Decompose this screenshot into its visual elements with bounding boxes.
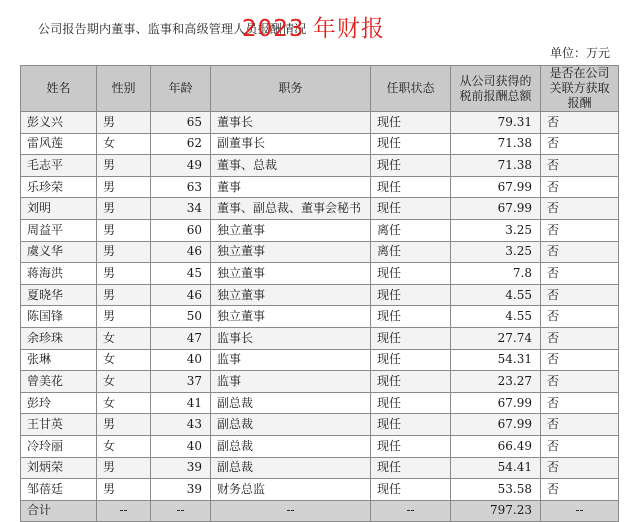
cell-status: 现任 — [371, 435, 451, 457]
unit-label: 单位：万元 — [549, 46, 610, 60]
cell-position: 财务总监 — [211, 479, 371, 501]
cell-gender: 女 — [97, 349, 151, 371]
cell-pay: 67.99 — [451, 392, 541, 414]
cell-gender: 女 — [97, 371, 151, 393]
cell-status: 离任 — [371, 241, 451, 263]
cell-pay: 7.8 — [451, 263, 541, 285]
table-row — [21, 284, 619, 306]
cell-age: 40 — [151, 435, 211, 457]
cell-name: 雷风莲 — [21, 133, 97, 155]
cell-status: 现任 — [371, 306, 451, 328]
table-row — [21, 392, 619, 414]
cell-name: 周益平 — [21, 219, 97, 241]
cell-related: 否 — [541, 284, 619, 306]
cell-name: 彭玲 — [21, 392, 97, 414]
cell-pay: 71.38 — [451, 155, 541, 177]
cell-name: 蒋海洪 — [21, 263, 97, 285]
cell-related: 否 — [541, 133, 619, 155]
table-row — [21, 349, 619, 371]
header-age: 年龄 — [151, 66, 211, 112]
cell-status: 现任 — [371, 155, 451, 177]
cell-age: 46 — [151, 284, 211, 306]
cell-gender: 男 — [97, 284, 151, 306]
header-status: 任职状态 — [371, 66, 451, 112]
table-row — [21, 479, 619, 501]
cell-position: 监事 — [211, 371, 371, 393]
cell-pay: 67.99 — [451, 176, 541, 198]
table-row — [21, 435, 619, 457]
cell-pay: 54.41 — [451, 457, 541, 479]
total-pay: 797.23 — [451, 500, 541, 522]
cell-age: 63 — [151, 176, 211, 198]
table-row — [21, 306, 619, 328]
cell-gender: 女 — [97, 133, 151, 155]
table-row — [21, 263, 619, 285]
cell-pay: 3.25 — [451, 241, 541, 263]
cell-status: 现任 — [371, 327, 451, 349]
cell-position: 副董事长 — [211, 133, 371, 155]
page-heading: 公司报告期内董事、监事和高级管理人员报酬情况 — [38, 22, 307, 36]
cell-related: 否 — [541, 457, 619, 479]
cell-pay: 4.55 — [451, 284, 541, 306]
cell-gender: 女 — [97, 327, 151, 349]
header-position: 职务 — [211, 66, 371, 112]
table-row — [21, 155, 619, 177]
cell-name: 冷玲丽 — [21, 435, 97, 457]
cell-related: 否 — [541, 435, 619, 457]
cell-status: 现任 — [371, 349, 451, 371]
compensation-table — [20, 65, 619, 522]
cell-pay: 3.25 — [451, 219, 541, 241]
cell-age: 41 — [151, 392, 211, 414]
table-row — [21, 457, 619, 479]
cell-pay: 27.74 — [451, 327, 541, 349]
cell-gender: 男 — [97, 306, 151, 328]
cell-status: 现任 — [371, 392, 451, 414]
header-name: 姓名 — [21, 66, 97, 112]
table-row — [21, 327, 619, 349]
cell-age: 46 — [151, 241, 211, 263]
total-position: -- — [211, 500, 371, 522]
cell-position: 独立董事 — [211, 284, 371, 306]
cell-related: 否 — [541, 371, 619, 393]
header-pay: 从公司获得的税前报酬总额 — [451, 66, 541, 112]
table-row — [21, 176, 619, 198]
cell-age: 65 — [151, 112, 211, 134]
cell-position: 董事、总裁 — [211, 155, 371, 177]
cell-status: 现任 — [371, 198, 451, 220]
cell-age: 49 — [151, 155, 211, 177]
total-label: 合计 — [21, 500, 97, 522]
cell-status: 现任 — [371, 284, 451, 306]
total-status: -- — [371, 500, 451, 522]
cell-related: 否 — [541, 112, 619, 134]
cell-pay: 66.49 — [451, 435, 541, 457]
cell-gender: 女 — [97, 435, 151, 457]
cell-related: 否 — [541, 263, 619, 285]
cell-related: 否 — [541, 176, 619, 198]
cell-age: 39 — [151, 479, 211, 501]
total-age: -- — [151, 500, 211, 522]
cell-related: 否 — [541, 392, 619, 414]
table-row — [21, 198, 619, 220]
cell-gender: 男 — [97, 155, 151, 177]
cell-position: 监事长 — [211, 327, 371, 349]
cell-position: 副总裁 — [211, 414, 371, 436]
cell-pay: 4.55 — [451, 306, 541, 328]
cell-position: 董事、副总裁、董事会秘书 — [211, 198, 371, 220]
total-related: -- — [541, 500, 619, 522]
cell-gender: 男 — [97, 198, 151, 220]
cell-age: 47 — [151, 327, 211, 349]
cell-name: 刘炳荣 — [21, 457, 97, 479]
cell-age: 40 — [151, 349, 211, 371]
cell-position: 董事长 — [211, 112, 371, 134]
cell-position: 独立董事 — [211, 219, 371, 241]
cell-name: 虞义华 — [21, 241, 97, 263]
cell-status: 现任 — [371, 457, 451, 479]
cell-status: 现任 — [371, 414, 451, 436]
cell-name: 王甘英 — [21, 414, 97, 436]
cell-related: 否 — [541, 241, 619, 263]
cell-name: 乐珍荣 — [21, 176, 97, 198]
cell-pay: 67.99 — [451, 198, 541, 220]
cell-status: 离任 — [371, 219, 451, 241]
cell-status: 现任 — [371, 112, 451, 134]
cell-pay: 71.38 — [451, 133, 541, 155]
cell-name: 刘明 — [21, 198, 97, 220]
cell-name: 曾美花 — [21, 371, 97, 393]
cell-position: 副总裁 — [211, 457, 371, 479]
cell-related: 否 — [541, 479, 619, 501]
cell-position: 独立董事 — [211, 263, 371, 285]
cell-related: 否 — [541, 155, 619, 177]
cell-gender: 男 — [97, 219, 151, 241]
cell-position: 副总裁 — [211, 392, 371, 414]
header-related: 是否在公司关联方获取报酬 — [541, 66, 619, 112]
cell-age: 34 — [151, 198, 211, 220]
table-header-row — [21, 66, 619, 112]
cell-age: 43 — [151, 414, 211, 436]
cell-gender: 男 — [97, 176, 151, 198]
cell-related: 否 — [541, 219, 619, 241]
cell-related: 否 — [541, 327, 619, 349]
cell-position: 独立董事 — [211, 241, 371, 263]
cell-gender: 男 — [97, 263, 151, 285]
cell-name: 彭义兴 — [21, 112, 97, 134]
cell-gender: 男 — [97, 112, 151, 134]
cell-related: 否 — [541, 414, 619, 436]
total-gender: -- — [97, 500, 151, 522]
cell-age: 62 — [151, 133, 211, 155]
cell-pay: 54.31 — [451, 349, 541, 371]
total-row — [21, 500, 619, 522]
cell-gender: 男 — [97, 457, 151, 479]
cell-related: 否 — [541, 349, 619, 371]
cell-age: 60 — [151, 219, 211, 241]
cell-status: 现任 — [371, 263, 451, 285]
cell-gender: 男 — [97, 479, 151, 501]
cell-name: 张琳 — [21, 349, 97, 371]
table-row — [21, 133, 619, 155]
cell-name: 余珍珠 — [21, 327, 97, 349]
cell-age: 37 — [151, 371, 211, 393]
cell-status: 现任 — [371, 176, 451, 198]
cell-status: 现任 — [371, 479, 451, 501]
cell-position: 董事 — [211, 176, 371, 198]
table-row — [21, 112, 619, 134]
table-row — [21, 241, 619, 263]
table-row — [21, 414, 619, 436]
cell-status: 现任 — [371, 133, 451, 155]
cell-position: 副总裁 — [211, 435, 371, 457]
cell-pay: 79.31 — [451, 112, 541, 134]
cell-pay: 53.58 — [451, 479, 541, 501]
cell-pay: 23.27 — [451, 371, 541, 393]
cell-name: 夏晓华 — [21, 284, 97, 306]
table-row — [21, 219, 619, 241]
year-overlay-text: 2023 年财报 — [242, 16, 385, 42]
cell-age: 45 — [151, 263, 211, 285]
cell-position: 监事 — [211, 349, 371, 371]
cell-age: 39 — [151, 457, 211, 479]
cell-gender: 男 — [97, 414, 151, 436]
cell-name: 陈国锋 — [21, 306, 97, 328]
cell-related: 否 — [541, 306, 619, 328]
cell-gender: 女 — [97, 392, 151, 414]
cell-name: 毛志平 — [21, 155, 97, 177]
cell-age: 50 — [151, 306, 211, 328]
header-gender: 性别 — [97, 66, 151, 112]
cell-pay: 67.99 — [451, 414, 541, 436]
cell-status: 现任 — [371, 371, 451, 393]
cell-name: 邹蓓廷 — [21, 479, 97, 501]
cell-position: 独立董事 — [211, 306, 371, 328]
cell-gender: 男 — [97, 241, 151, 263]
table-row — [21, 371, 619, 393]
cell-related: 否 — [541, 198, 619, 220]
